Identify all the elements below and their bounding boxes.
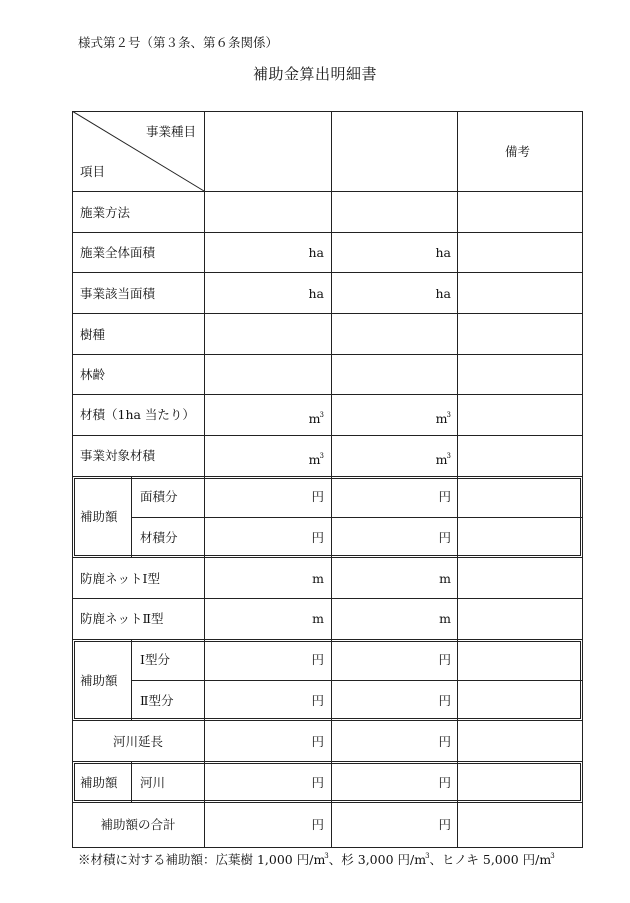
rule [582, 111, 583, 848]
rule [72, 557, 583, 558]
unit-total-area-1: ha [308, 245, 324, 260]
unit-area-part-1: 円 [311, 489, 324, 504]
unit-type1-part-2: 円 [438, 652, 451, 667]
group-frame [74, 555, 581, 556]
label-area-part: 面積分 [140, 489, 178, 504]
rule [72, 313, 583, 314]
label-subsidy-2: 補助額 [80, 673, 118, 688]
unit-fence-type2-1: m [312, 611, 324, 626]
rule [72, 802, 583, 803]
label-total-area: 施業全体面積 [80, 245, 156, 260]
unit-fence-type1-2: m [439, 571, 451, 586]
label-type1-part: Ⅰ型分 [140, 652, 170, 667]
label-target-volume: 事業対象材積 [80, 448, 156, 463]
header-category: 事業種目 [146, 124, 197, 139]
rule [72, 598, 583, 599]
group-frame [74, 763, 75, 801]
page-title: 補助金算出明細書 [252, 65, 377, 83]
group-frame [580, 641, 581, 719]
unit-volume-part-2: 円 [438, 530, 451, 545]
rule [72, 847, 583, 848]
rule [131, 639, 132, 720]
form-number: 様式第２号（第３条、第６条関係） [78, 35, 279, 50]
group-frame [74, 718, 581, 719]
unit-target-volume-2: $m^3$ [435, 452, 451, 467]
label-total: 補助額の合計 [100, 817, 176, 832]
rule [131, 680, 583, 681]
unit-total-1: 円 [311, 817, 324, 832]
unit-type1-part-1: 円 [311, 652, 324, 667]
unit-fence-type2-2: m [439, 611, 451, 626]
rule [72, 435, 583, 436]
group-frame [580, 478, 581, 556]
unit-river-part-2: 円 [438, 775, 451, 790]
unit-river-part-1: 円 [311, 775, 324, 790]
label-subsidy-3: 補助額 [80, 775, 118, 790]
footnote: ※材積に対する補助額：広葉樹 1,000 円$/m^3$、杉 3,000 円$/m^3$、ヒノキ 5,000 円$/m^3$ [78, 852, 555, 867]
rule [72, 272, 583, 273]
rule [131, 476, 132, 557]
rule [457, 111, 458, 848]
label-fence-type2: 防鹿ネットⅡ型 [80, 611, 164, 626]
unit-target-area-1: ha [308, 286, 324, 301]
unit-river-length-1: 円 [311, 734, 324, 749]
rule [72, 720, 583, 721]
unit-volume-part-1: 円 [311, 530, 324, 545]
label-fence-type1: 防鹿ネットⅠ型 [80, 571, 160, 586]
unit-target-area-2: ha [435, 286, 451, 301]
group-frame [74, 763, 581, 764]
label-river-length: 河川延長 [112, 734, 163, 749]
rule [131, 517, 583, 518]
label-species: 樹種 [80, 327, 106, 342]
group-frame [74, 800, 581, 801]
label-type2-part: Ⅱ型分 [140, 693, 174, 708]
group-frame [74, 641, 75, 719]
rule [131, 761, 132, 802]
rule [72, 761, 583, 762]
unit-total-2: 円 [438, 817, 451, 832]
label-subsidy-1: 補助額 [80, 509, 118, 524]
unit-type2-part-1: 円 [311, 693, 324, 708]
unit-volume-per-ha-2: $m^3$ [435, 411, 451, 426]
group-frame [74, 641, 581, 642]
label-volume-per-ha: 材積（1ha 当たり） [80, 407, 195, 422]
unit-type2-part-2: 円 [438, 693, 451, 708]
label-target-area: 事業該当面積 [80, 286, 156, 301]
label-method: 施業方法 [80, 205, 131, 220]
rule [72, 639, 583, 640]
rule [72, 354, 583, 355]
label-river-part: 河川 [140, 775, 166, 790]
unit-volume-per-ha-1: $m^3$ [308, 411, 324, 426]
unit-total-area-2: ha [435, 245, 451, 260]
group-frame [74, 478, 75, 556]
label-age: 林齢 [80, 367, 106, 382]
group-frame [74, 478, 581, 479]
unit-target-volume-1: $m^3$ [308, 452, 324, 467]
unit-area-part-2: 円 [438, 489, 451, 504]
group-frame [580, 763, 581, 801]
rule [72, 476, 583, 477]
header-remarks: 備考 [505, 144, 531, 159]
unit-fence-type1-1: m [312, 571, 324, 586]
rule [72, 394, 583, 395]
rule [72, 232, 583, 233]
unit-river-length-2: 円 [438, 734, 451, 749]
header-item: 項目 [80, 164, 106, 179]
label-volume-part: 材積分 [140, 530, 178, 545]
